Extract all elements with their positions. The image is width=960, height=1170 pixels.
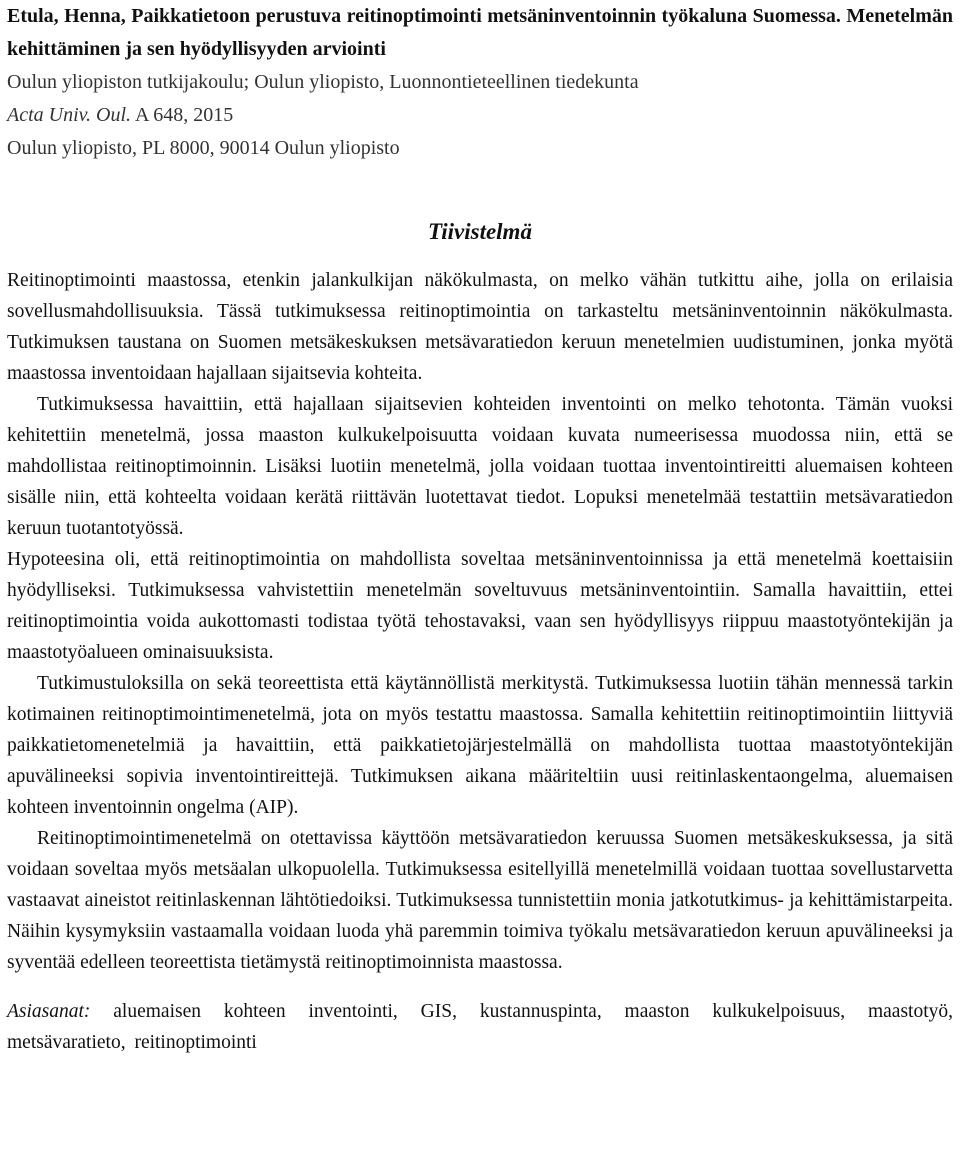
keywords-text: aluemaisen kohteen inventointi, GIS, kustannuspinta, maaston kulkukelpoisuus, maastotyö, metsävaratieto, reitinoptimointi <box>7 1001 953 1053</box>
affiliation: Oulun yliopiston tutkijakoulu; Oulun yliopisto, Luonnontieteellinen tiedekunta <box>7 71 639 93</box>
series-name: Acta Univ. Oul. <box>7 104 132 126</box>
keywords-label: Asiasanat: <box>7 1001 91 1022</box>
abstract-paragraph: Reitinoptimointi maastossa, etenkin jalankulkijan näkökulmasta, on melko vähän tutkittu aihe, jolla on erilaisia sovellusmahdollisuuksia. Tässä tutkimuksessa reitinoptimointia on tarkasteltu metsäninventoinnin näkökulmasta. Tutkimuksen taustana on Suomen metsäkeskuksen metsävaratiedon keruun menetelmien uudistuminen, jonka myötä maastossa inventoidaan hajallaan sijaitsevia kohteita. <box>7 270 953 384</box>
series-line <box>7 99 953 132</box>
abstract-heading: Tiivistelmä <box>428 219 532 244</box>
abstract-paragraph: Tutkimuksessa havaittiin, että hajallaan sijaitsevien kohteiden inventointi on melko tehotonta. Tämän vuoksi kehitettiin menetelmä, jossa maaston kulkukelpoisuutta voidaan kuvata numeerisessa muodossa niin, että se mahdollistaa reitinoptimoinnin. Lisäksi luotiin menetelmä, jolla voidaan tuottaa inventointireitti aluemaisen kohteen sisälle niin, että kohteelta voidaan kerätä riittävän luotettavat tiedot. Lopuksi menetelmää testattiin metsävaratiedon keruun tuotantotyössä. <box>7 394 953 539</box>
series-number: A 648, 2015 <box>134 104 234 126</box>
keywords-section <box>7 996 953 1058</box>
abstract-body <box>7 265 953 978</box>
document-header <box>7 0 953 165</box>
abstract-paragraph: Hypoteesina oli, että reitinoptimointia on mahdollista soveltaa metsäninventoinnissa ja että menetelmä koettaisiin hyödylliseksi. Tutkimuksessa vahvistettiin menetelmän soveltuvuus metsäninventointiin. Samalla havaittiin, ettei reitinoptimointia voida aukottomasti todistaa työtä tehostavaksi, vaan sen hyödyllisyys riippuu maastotyöntekijän ja maastotyöalueen ominaisuuksista. <box>7 549 953 663</box>
postal-address: Oulun yliopisto, PL 8000, 90014 Oulun yliopisto <box>7 137 400 159</box>
document-title: Etula, Henna, Paikkatietoon perustuva reitinoptimointi metsäninventoinnin työkaluna Suomessa. Menetelmän kehittäminen ja sen hyödyllisyyden arviointi <box>7 5 953 60</box>
abstract-paragraph: Tutkimustuloksilla on sekä teoreettista että käytännöllistä merkitystä. Tutkimuksessa luotiin tähän mennessä tarkin kotimainen reitinoptimointimenetelmä, jota on myös testattu maastossa. Samalla kehitettiin reitinoptimointiin liittyviä paikkatietomenetelmiä ja havaittiin, että paikkatietojärjestelmällä on mahdollista tuottaa maastotyöntekijän apuvälineeksi sopivia inventointireittejä. Tutkimuksen aikana määriteltiin uusi reitinlaskentaongelma, aluemaisen kohteen inventoinnin ongelma (AIP). <box>7 673 953 818</box>
abstract-paragraph: Reitinoptimointimenetelmä on otettavissa käyttöön metsävaratiedon keruussa Suomen metsäkeskuksessa, ja sitä voidaan soveltaa myös metsäalan ulkopuolella. Tutkimuksessa esitellyillä menetelmillä voidaan tuottaa sovellustarvetta vastaavat aineistot reitinlaskennan lähtötiedoiksi. Tutkimuksessa tunnistettiin monia jatkotutkimus- ja kehittämistarpeita. Näihin kysymyksiin vastaamalla voidaan luoda yhä paremmin toimiva työkalu metsävaratiedon keruun apuvälineeksi ja syventää edelleen teoreettista tietämystä reitinoptimoinnista maastossa. <box>7 828 953 973</box>
